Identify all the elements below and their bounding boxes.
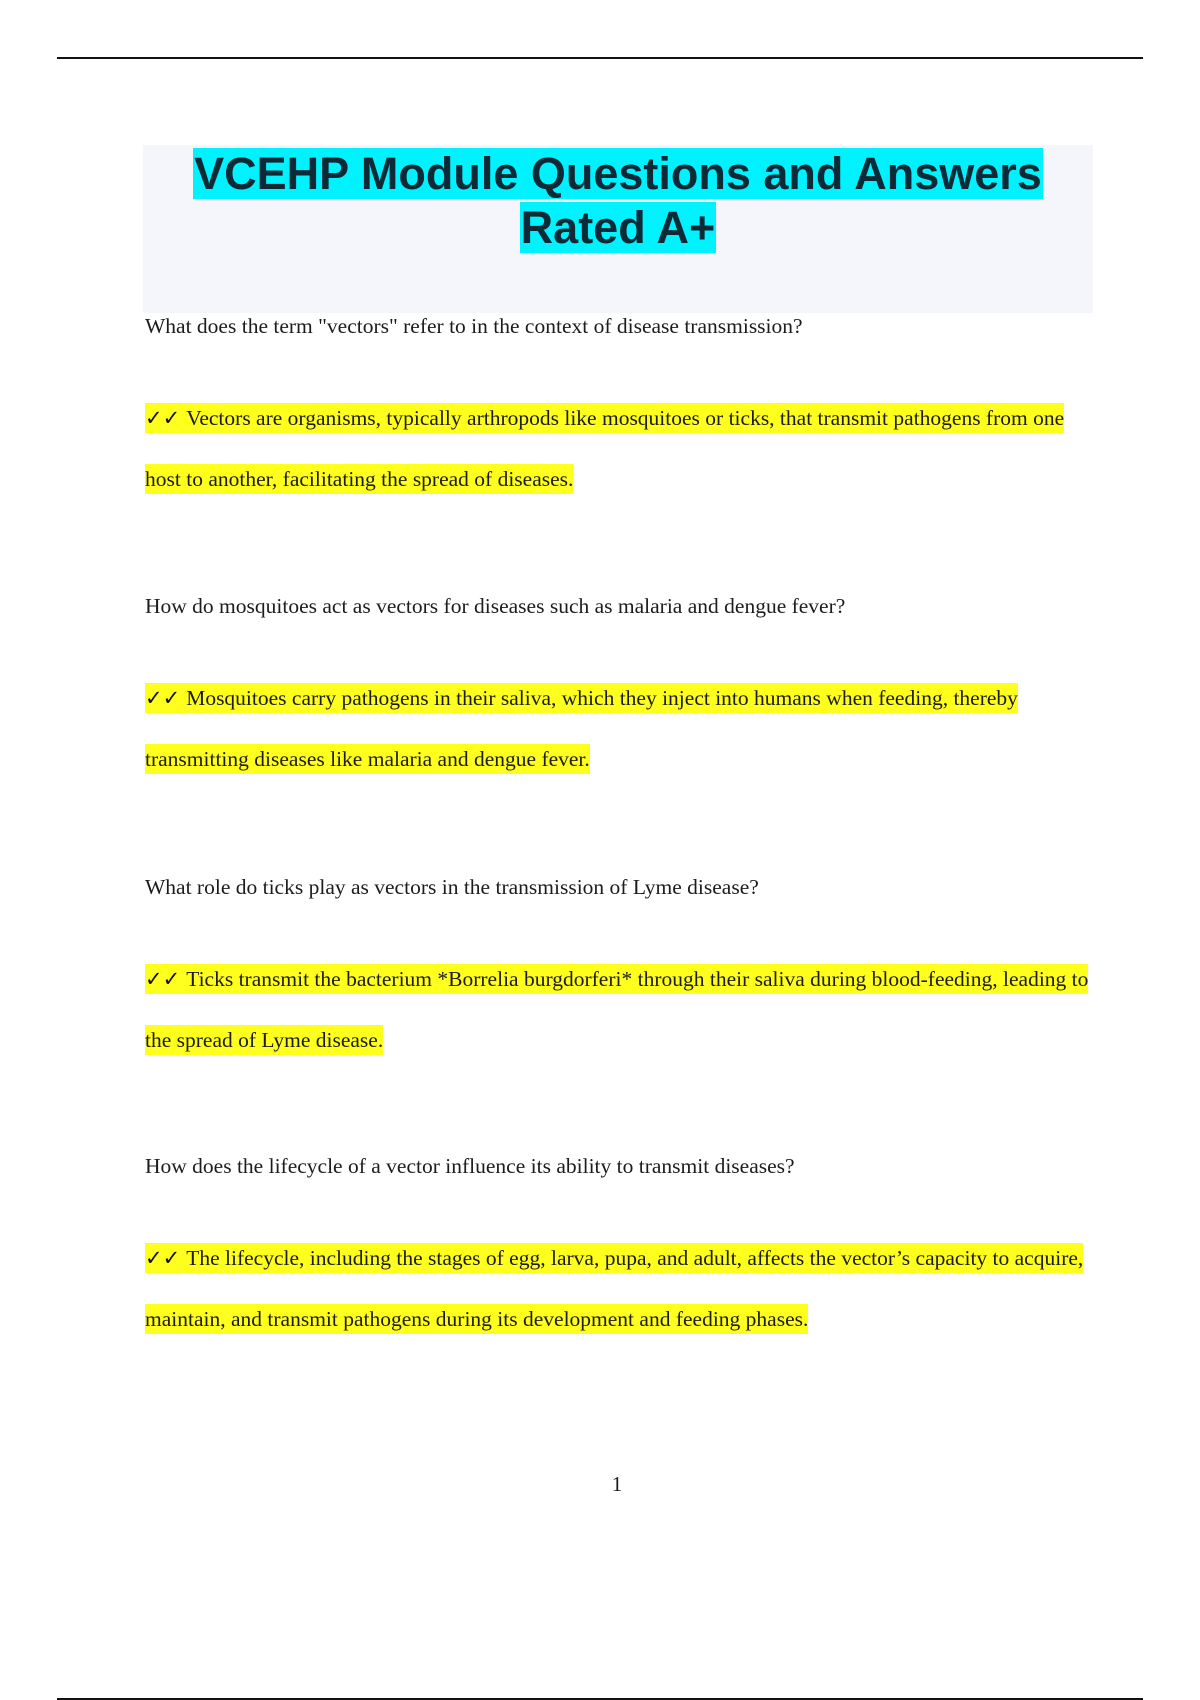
question-text: How does the lifecycle of a vector influence its ability to transmit diseases?	[145, 1154, 795, 1178]
answer-highlight	[145, 683, 1018, 774]
answer-highlight	[145, 1243, 1083, 1334]
answer-text	[145, 1228, 1105, 1350]
answer-highlight	[145, 964, 1088, 1055]
page-number: 1	[611, 1472, 623, 1496]
check-icon: ✓✓	[145, 686, 181, 710]
qa-item	[145, 872, 1105, 1071]
question-text: How do mosquitoes act as vectors for diseases such as malaria and dengue fever?	[145, 594, 846, 618]
title-line-1: VCEHP Module Questions and Answers	[194, 148, 1042, 199]
answer-highlight	[145, 403, 1064, 494]
qa-item	[145, 311, 1105, 510]
qa-item	[145, 591, 1105, 790]
check-icon: ✓✓	[145, 406, 181, 430]
answer-text	[145, 668, 1105, 790]
answer-text	[145, 388, 1105, 510]
answer-body: The lifecycle, including the stages of egg, larva, pupa, and adult, affects the vector’s capacity to acquire, maintain, and transmit pathogens during its development and feeding phases.	[145, 1246, 1084, 1331]
top-rule	[57, 57, 1143, 59]
question-text: What role do ticks play as vectors in the transmission of Lyme disease?	[145, 875, 759, 899]
page-title	[143, 145, 1093, 255]
qa-item	[145, 1151, 1105, 1350]
title-block	[143, 145, 1093, 313]
answer-body: Mosquitoes carry pathogens in their saliva, which they inject into humans when feeding, thereby transmitting diseases like malaria and dengue fever.	[145, 686, 1018, 771]
answer-body: Vectors are organisms, typically arthropods like mosquitoes or ticks, that transmit pathogens from one host to another, facilitating the spread of diseases.	[145, 406, 1065, 491]
answer-body: Ticks transmit the bacterium *Borrelia burgdorferi* through their saliva during blood-feeding, leading to the spread of Lyme disease.	[145, 967, 1089, 1052]
answer-text	[145, 949, 1105, 1071]
check-icon: ✓✓	[145, 1246, 181, 1270]
title-line-2: Rated A+	[520, 202, 716, 253]
question-text: What does the term "vectors" refer to in the context of disease transmission?	[145, 314, 803, 338]
check-icon: ✓✓	[145, 967, 181, 991]
